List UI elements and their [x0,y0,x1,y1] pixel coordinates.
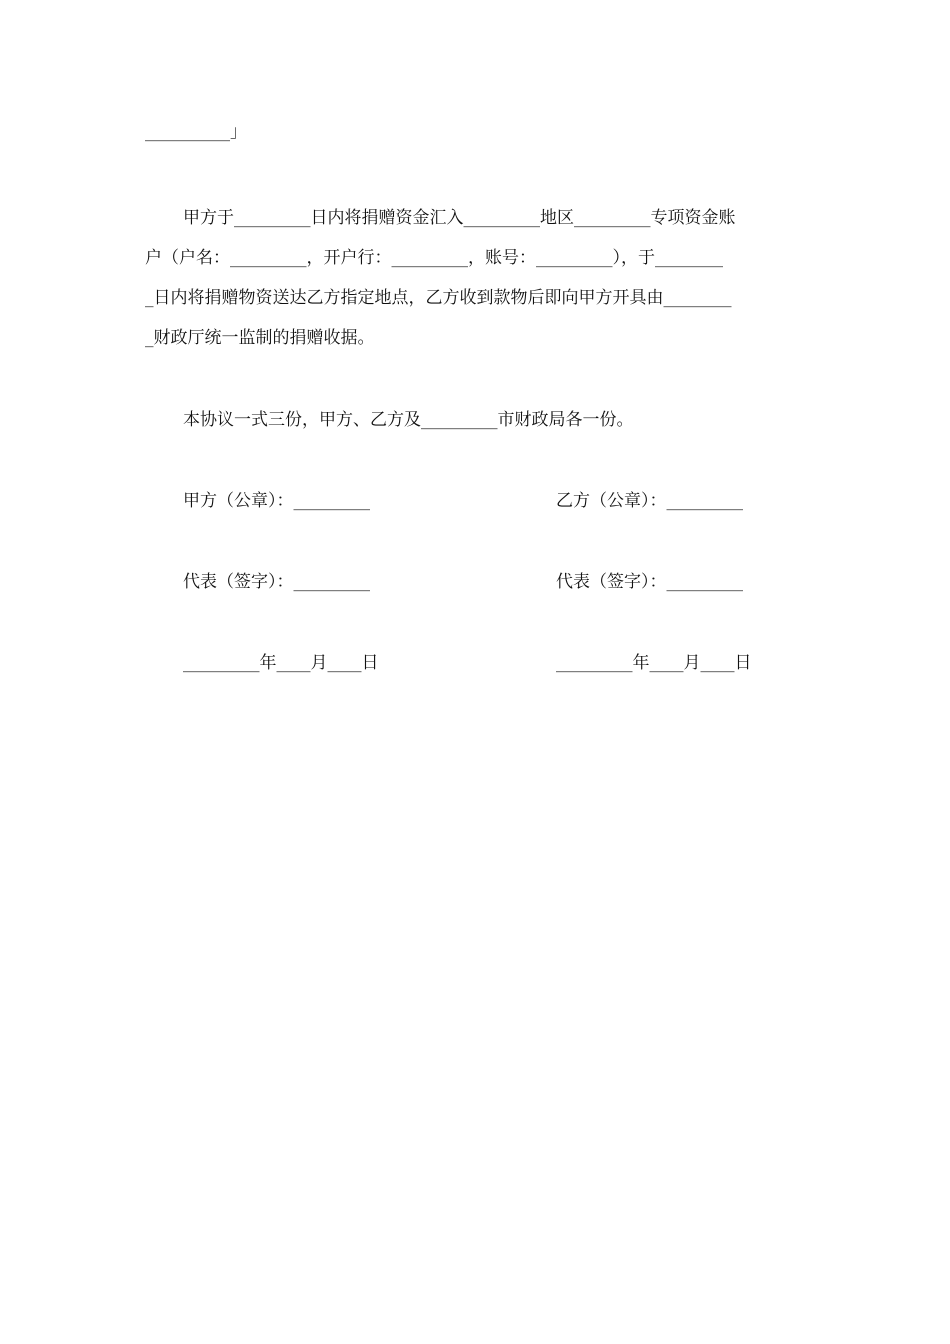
para1-line3: _日内将捐赠物资送达乙方指定地点，乙方收到款物后即向甲方开具由________ [145,288,732,308]
top-blank-mark: __________」 [145,122,247,142]
para1-line2: 户（户名：_________，开户行：_________，账号：_________），于________ [145,248,723,268]
party-a-date-line: _________年____月____日 [183,653,379,673]
para2-copies-clause: 本协议一式三份，甲方、乙方及_________市财政局各一份。 [183,410,634,430]
party-a-seal-line: 甲方（公章）：_________ [183,491,370,511]
party-b-date-line: _________年____月____日 [556,653,752,673]
party-a-rep-line: 代表（签字）：_________ [183,572,370,592]
para1-line1: 甲方于_________日内将捐赠资金汇入_________地区_________专项资金账 [183,208,736,228]
party-b-rep-line: 代表（签字）：_________ [556,572,743,592]
party-b-seal-line: 乙方（公章）：_________ [556,491,743,511]
para1-line4: _财政厅统一监制的捐赠收据。 [145,328,375,348]
